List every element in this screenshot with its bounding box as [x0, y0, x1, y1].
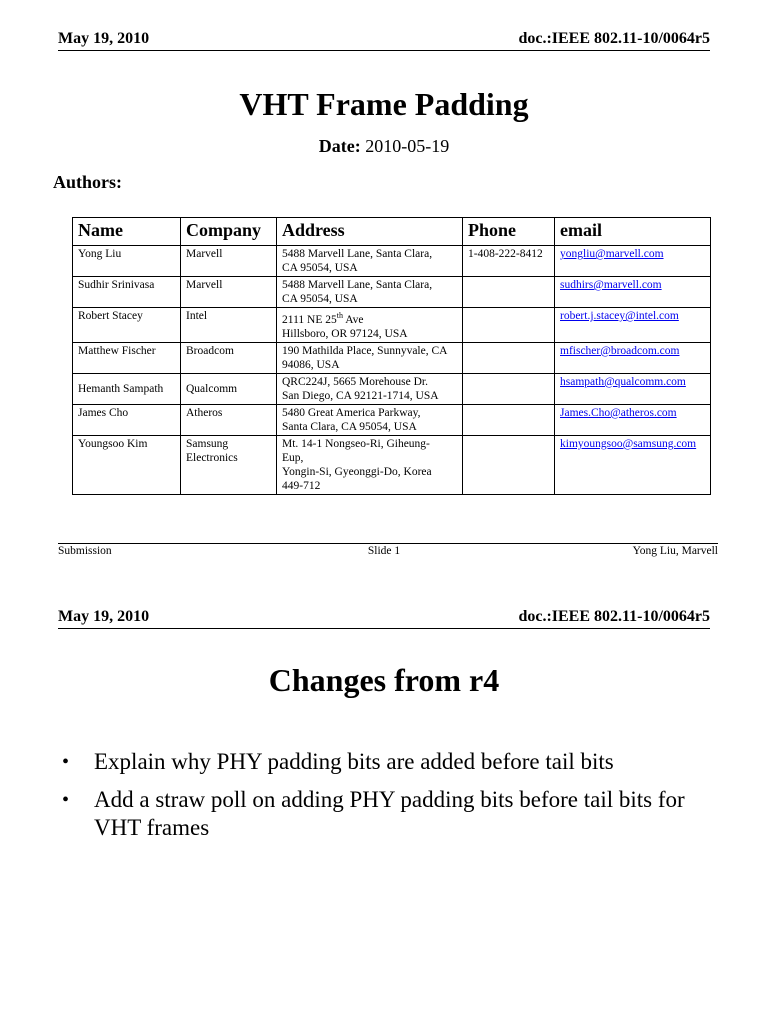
company-line: Electronics	[186, 451, 238, 464]
company-line: Samsung	[186, 437, 229, 450]
table-row	[73, 373, 711, 404]
author-email-cell	[555, 246, 711, 277]
author-company: Broadcom	[181, 342, 277, 373]
date-label: Date:	[318, 136, 361, 156]
header-doc-id: doc.:IEEE 802.11-10/0064r5	[518, 30, 710, 47]
address-line: 5488 Marvell Lane, Santa Clara,	[282, 248, 433, 260]
author-address	[277, 308, 463, 343]
email-link[interactable]: yongliu@marvell.com	[560, 248, 664, 260]
table-row	[73, 342, 711, 373]
slide-title: VHT Frame Padding	[239, 86, 529, 122]
address-line: San Diego, CA 92121-1714, USA	[282, 389, 439, 402]
author-phone	[463, 373, 555, 404]
author-phone	[463, 435, 555, 494]
author-email-cell	[555, 404, 711, 435]
table-header-row	[73, 218, 711, 246]
bullet-text: Explain why PHY padding bits are added before tail bits	[94, 749, 614, 774]
author-company: Marvell	[181, 246, 277, 277]
email-link[interactable]: hsampath@qualcomm.com	[560, 375, 686, 388]
bullet-glyph: •	[62, 751, 70, 773]
author-phone	[463, 308, 555, 343]
author-name: James Cho	[73, 404, 181, 435]
table-row	[73, 308, 711, 343]
header-date: May 19, 2010	[58, 608, 150, 625]
header-rule	[58, 628, 710, 629]
bullet-glyph: •	[62, 789, 70, 811]
author-email-cell	[555, 277, 711, 308]
address-line: 2111 NE 25	[282, 313, 337, 326]
column-header: Name	[73, 218, 181, 246]
author-name: Youngsoo Kim	[73, 435, 181, 494]
email-link[interactable]: robert.j.stacey@intel.com	[560, 310, 679, 322]
author-address	[277, 404, 463, 435]
author-company: Atheros	[181, 404, 277, 435]
author-phone	[463, 342, 555, 373]
email-link[interactable]: James.Cho@atheros.com	[560, 406, 677, 419]
address-line: Mt. 14-1 Nongseo-Ri, Giheung-	[282, 437, 430, 450]
author-company	[181, 435, 277, 494]
author-company: Qualcomm	[181, 373, 277, 404]
author-email-cell	[555, 373, 711, 404]
email-link[interactable]: kimyoungsoo@samsung.com	[560, 437, 697, 450]
slide-header	[58, 608, 710, 628]
address-line: QRC224J, 5665 Morehouse Dr.	[282, 375, 428, 388]
author-email-cell	[555, 435, 711, 494]
authors-label: Authors:	[53, 172, 123, 192]
table-row	[73, 277, 711, 308]
ordinal-suffix: th	[336, 311, 343, 320]
slide-header	[58, 30, 710, 50]
authors-table	[72, 217, 711, 495]
author-name: Sudhir Srinivasa	[73, 277, 181, 308]
email-link[interactable]: mfischer@broadcom.com	[560, 344, 680, 357]
header-rule	[58, 50, 710, 51]
date-line	[0, 136, 768, 157]
header-doc-id: doc.:IEEE 802.11-10/0064r5	[518, 608, 710, 625]
author-name: Robert Stacey	[73, 308, 181, 343]
address-line: CA 95054, USA	[282, 262, 358, 274]
author-email-cell	[555, 342, 711, 373]
address-line: 449-712	[282, 479, 321, 492]
author-address	[277, 373, 463, 404]
column-header: Phone	[463, 218, 555, 246]
author-name: Matthew Fischer	[73, 342, 181, 373]
author-email-cell	[555, 308, 711, 343]
author-phone	[463, 277, 555, 308]
slide-2	[0, 590, 768, 1024]
address-line: Yongin-Si, Gyeonggi-Do, Korea	[282, 465, 432, 478]
address-line: 5488 Marvell Lane, Santa Clara,	[282, 279, 433, 291]
author-name: Hemanth Sampath	[73, 373, 181, 404]
table-row	[73, 404, 711, 435]
author-address	[277, 277, 463, 308]
author-name: Yong Liu	[73, 246, 181, 277]
address-line: 190 Mathilda Place, Sunnyvale, CA	[282, 344, 448, 357]
list-item	[62, 748, 702, 776]
column-header: Address	[277, 218, 463, 246]
author-address	[277, 435, 463, 494]
author-phone: 1-408-222-8412	[463, 246, 555, 277]
author-address	[277, 246, 463, 277]
bullet-list	[62, 748, 702, 852]
address-line-cont: Ave	[342, 313, 364, 326]
address-line: 94086, USA	[282, 358, 340, 371]
address-line: Santa Clara, CA 95054, USA	[282, 420, 417, 433]
footer-rule	[58, 543, 718, 544]
slide-title: Changes from r4	[268, 662, 500, 698]
address-line: Eup,	[282, 451, 304, 464]
list-item	[62, 786, 702, 842]
footer-slide-number: Slide 1	[367, 545, 401, 557]
date-value: 2010-05-19	[365, 136, 450, 156]
author-company: Marvell	[181, 277, 277, 308]
bullet-text: Add a straw poll on adding PHY padding bits before tail bits for VHT frames	[94, 787, 685, 840]
address-line: CA 95054, USA	[282, 293, 358, 305]
address-line: 5480 Great America Parkway,	[282, 406, 421, 419]
table-row	[73, 246, 711, 277]
author-phone	[463, 404, 555, 435]
table-row	[73, 435, 711, 494]
header-date: May 19, 2010	[58, 30, 150, 47]
author-company: Intel	[181, 308, 277, 343]
column-header: email	[555, 218, 711, 246]
footer-submission: Submission	[58, 545, 112, 557]
author-address	[277, 342, 463, 373]
footer-author: Yong Liu, Marvell	[632, 545, 718, 557]
email-link[interactable]: sudhirs@marvell.com	[560, 279, 662, 291]
column-header: Company	[181, 218, 277, 246]
address-line: Hillsboro, OR 97124, USA	[282, 327, 408, 340]
